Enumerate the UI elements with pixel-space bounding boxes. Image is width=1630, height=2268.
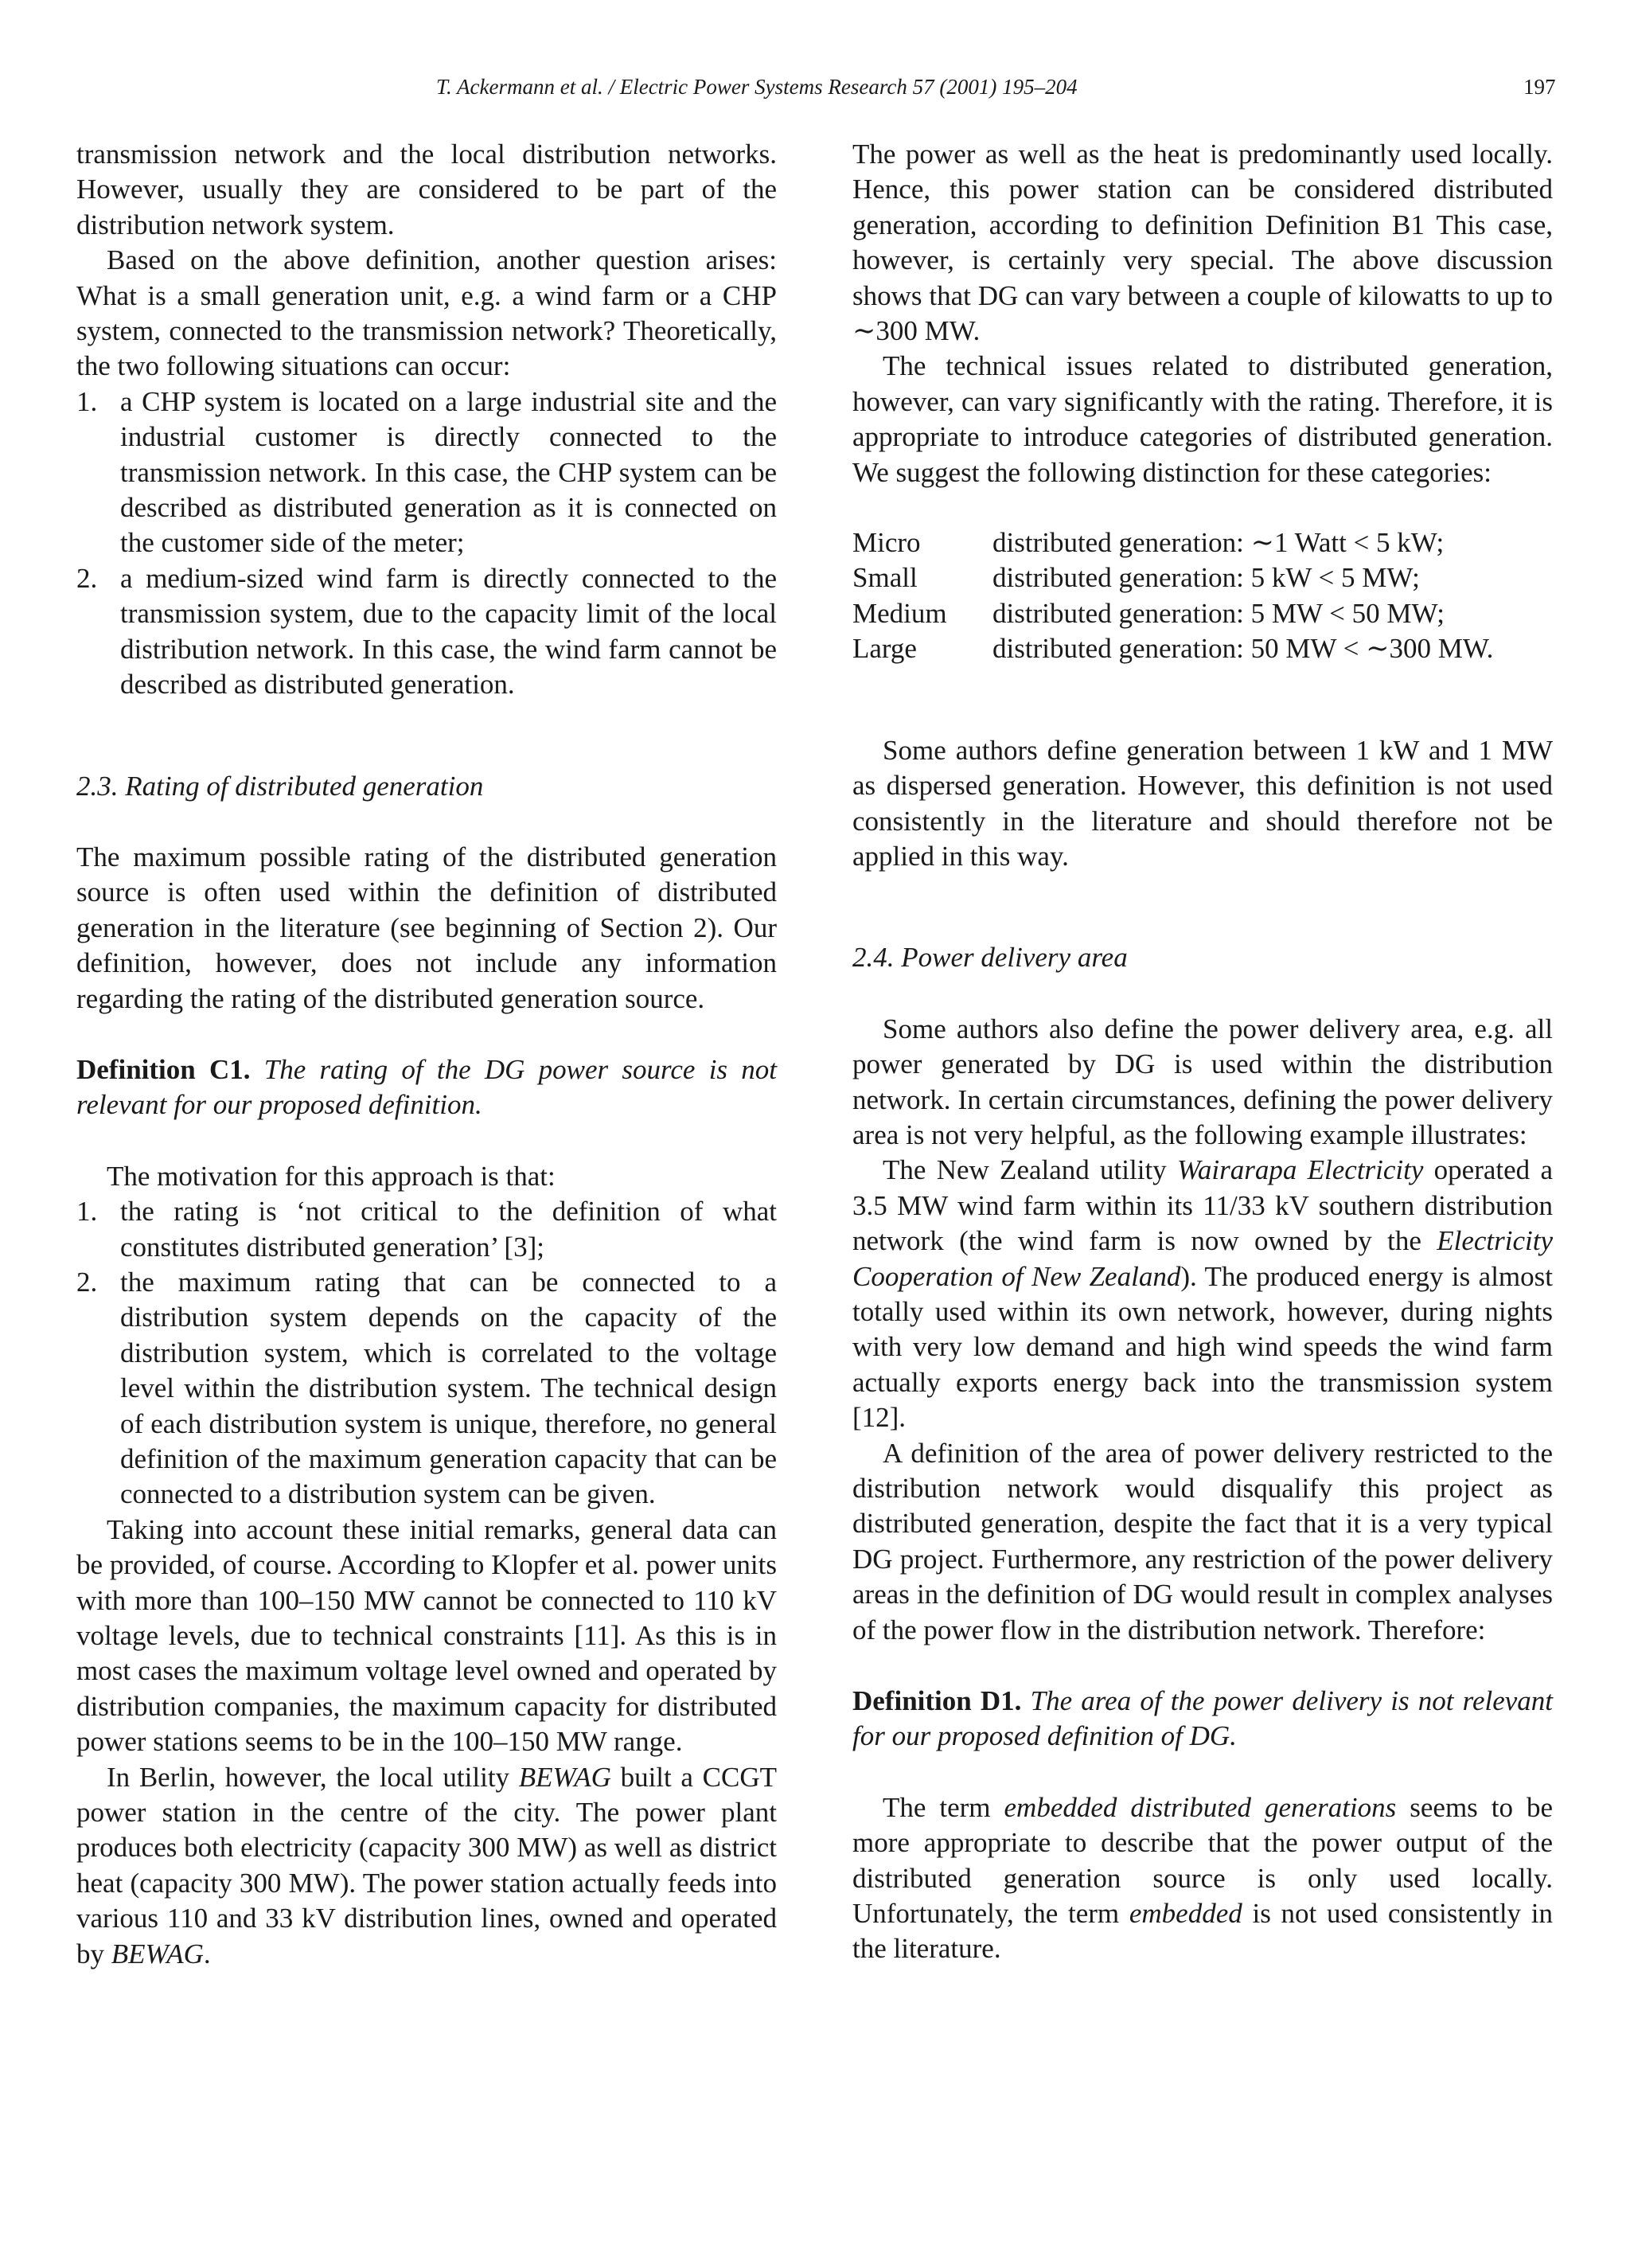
text-run: is not used consistently in the literature. — [852, 1898, 1553, 1965]
definition-label: Definition C1. — [76, 1053, 251, 1085]
category-desc: distributed generation: 5 kW < 5 MW; — [992, 562, 1420, 594]
left-column — [76, 137, 777, 1972]
definition-label: Definition D1. — [852, 1685, 1022, 1717]
spacer — [852, 1755, 1553, 1790]
spacer — [76, 1123, 777, 1159]
category-desc: distributed generation: ∼1 Watt < 5 kW; — [992, 527, 1445, 559]
list-number: 1. — [76, 1196, 98, 1228]
company-name: BEWAG — [111, 1938, 204, 1969]
category-row — [852, 560, 1553, 595]
right-column — [852, 137, 1553, 1967]
term: embedded — [1129, 1898, 1242, 1930]
list-text: a medium-sized wind farm is directly connected to the transmission system, due to the capacity limit of the local distribution network. In this case, the wind farm cannot be described as distributed generation. — [120, 562, 777, 701]
text-run: . — [203, 1938, 211, 1969]
category-row — [852, 631, 1553, 666]
running-head — [0, 75, 1630, 107]
list-item — [76, 1265, 777, 1513]
list-item — [76, 385, 777, 561]
list-number: 2. — [76, 562, 98, 594]
page-number: 197 — [1523, 75, 1556, 99]
spacer — [76, 703, 777, 769]
category-row — [852, 596, 1553, 631]
list-item — [76, 1194, 777, 1265]
paragraph — [852, 1790, 1553, 1967]
category-desc: distributed generation: 50 MW < ∼300 MW. — [992, 633, 1494, 665]
paragraph: A definition of the area of power delivery restricted to the distribution network would disqualify this project as distributed generation, despite the fact that it is a very typical DG project. Furthermore, any restriction of the power delivery areas in the definition of DG would result in complex analyses of the power flow in the distribution network. Therefore: — [852, 1437, 1553, 1645]
list-text: a CHP system is located on a large industrial site and the industrial customer is directly connected to the transmission network. In this case, the CHP system can be described as distributed generation as it is connected on the customer side of the meter; — [120, 385, 777, 559]
category-name: Micro — [852, 527, 921, 559]
definition-text: The area of the power delivery is not relevant for our proposed definition of DG. — [852, 1685, 1554, 1752]
section-heading-2-3: 2.3. Rating of distributed generation — [76, 770, 484, 802]
spacer — [852, 667, 1553, 733]
category-desc: distributed generation: 5 MW < 50 MW; — [992, 597, 1445, 629]
paragraph: The power as well as the heat is predominantly used locally. Hence, this power station can be considered distributed generation, according to definition Definition B1 This case, however, is certainly very special. The above discussion shows that DG can vary between a couple of kilowatts to up to ∼300 MW. — [852, 139, 1553, 347]
paragraph: The technical issues related to distributed generation, however, can vary significantly with the rating. Therefore, it is appropriate to introduce categories of distributed generation. We suggest the following distinction for these categories: — [852, 350, 1553, 488]
motivation-list — [76, 1194, 777, 1513]
list-number: 2. — [76, 1266, 98, 1298]
text-run: The term — [883, 1791, 1004, 1823]
list-number: 1. — [76, 385, 98, 417]
running-title: T. Ackermann et al. / Electric Power Systems Research 57 (2001) 195–204 — [436, 75, 1078, 99]
definition-c1 — [76, 1052, 777, 1123]
paragraph — [852, 1153, 1553, 1435]
spacer — [76, 804, 777, 840]
paragraph — [76, 1760, 777, 1972]
company-name: BEWAG — [518, 1761, 611, 1793]
paragraph: Some authors also define the power delivery area, e.g. all power generated by DG is used within the distribution network. In certain circumstances, defining the power delivery area is not very helpful, as the following example illustrates: — [852, 1013, 1553, 1150]
paragraph: transmission network and the local distribution networks. However, usually they are considered to be part of the distribution network system. — [76, 139, 777, 240]
spacer — [852, 976, 1553, 1012]
paragraph: The motivation for this approach is that: — [107, 1160, 556, 1192]
company-name: Electricity Cooperation of New Zealand — [852, 1225, 1553, 1292]
list-text: the maximum rating that can be connected to a distribution system depends on the capacity of the distribution system, which is correlated to the voltage level within the distribution system. The technical design of each distribution system is unique, therefore, no general definition of the maximum generation capacity that can be connected to a distribution system can be given. — [120, 1266, 777, 1510]
category-row — [852, 525, 1553, 560]
definition-d1 — [852, 1684, 1553, 1755]
definition-text: The rating of the DG power source is not relevant for our proposed definition. — [76, 1053, 778, 1121]
text-run: operated a 3.5 MW wind farm within its 11/33 kV southern distribution network (the wind farm is now owned by the — [852, 1154, 1553, 1257]
text-run: ). The produced energy is almost totally used within its own network, however, during nights with very low demand and high wind speeds the wind farm actually exports energy back into the transmission system [12]. — [852, 1260, 1553, 1434]
situations-list — [76, 385, 777, 703]
text-run: The New Zealand utility — [883, 1154, 1177, 1186]
categories-table — [852, 525, 1553, 667]
category-name: Small — [852, 562, 918, 594]
paragraph: Taking into account these initial remarks, general data can be provided, of course. According to Klopfer et al. power units with more than 100–150 MW cannot be connected to 110 kV voltage levels, due to technical constraints [11]. As this is in most cases the maximum voltage level owned and operated by distribution companies, the maximum capacity for distributed power stations seems to be in the 100–150 MW range. — [76, 1513, 777, 1758]
term: embedded distributed generations — [1004, 1791, 1397, 1823]
text-run: built a CCGT power station in the centre of the city. The power plant produces both electricity (capacity 300 MW) as well as district heat (capacity 300 MW). The power station actually feeds into various 110 and 33 kV distribution lines, owned and operated by — [76, 1761, 777, 1969]
paragraph: Based on the above definition, another question arises: What is a small generation unit, e.g. a wind farm or a CHP system, connected to the transmission network? Theoretically, the two following situations can occur: — [76, 244, 777, 382]
text-run: seems to be more appropriate to describe that the power output of the distributed generation source is only used locally. Unfortunately, the term — [852, 1791, 1554, 1930]
spacer — [76, 1017, 777, 1052]
text-run: In Berlin, however, the local utility — [107, 1761, 519, 1793]
section-heading-2-4: 2.4. Power delivery area — [852, 942, 1128, 974]
spacer — [852, 1648, 1553, 1684]
category-name: Medium — [852, 597, 947, 629]
spacer — [852, 490, 1553, 525]
list-item — [76, 561, 777, 703]
paragraph: Some authors define generation between 1 kW and 1 MW as dispersed generation. However, this definition is not used consistently in the literature and should therefore not be applied in this way. — [852, 734, 1553, 872]
category-name: Large — [852, 633, 917, 665]
list-text: the rating is ‘not critical to the definition of what constitutes distributed generation’ [3]; — [120, 1196, 777, 1263]
spacer — [852, 874, 1553, 940]
paragraph: The maximum possible rating of the distributed generation source is often used within the definition of distributed generation in the literature (see beginning of Section 2). Our definition, however, does not include any information regarding the rating of the distributed generation source. — [76, 841, 777, 1014]
company-name: Wairarapa Electricity — [1176, 1154, 1424, 1186]
